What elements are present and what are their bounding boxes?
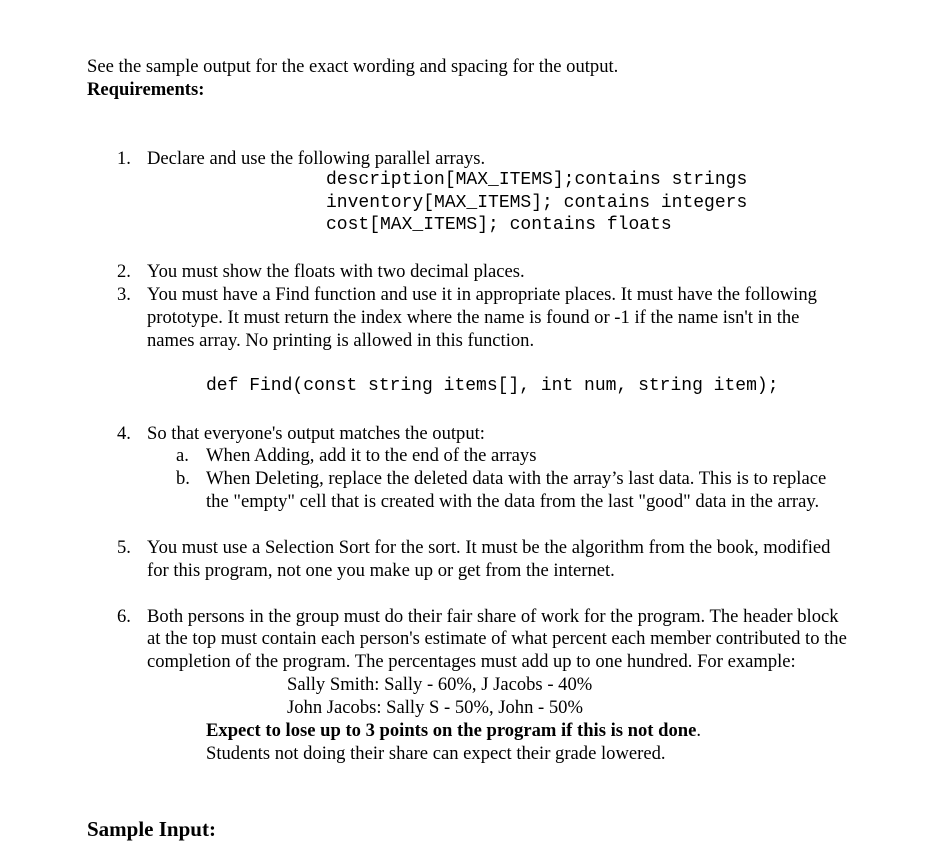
item-3-line-3: names array. No printing is allowed in this function.	[147, 330, 535, 351]
item-2-text: You must show the floats with two decimal places.	[147, 261, 525, 282]
item-6-line-1: Both persons in the group must do their fair share of work for the program. The header block	[147, 606, 839, 627]
intro-text: See the sample output for the exact wording and spacing for the output.	[87, 56, 619, 77]
item-4a-letter: a.	[176, 445, 189, 466]
code-find-prototype: def Find(const string items[], int num, string item);	[206, 376, 779, 396]
item-4-text: So that everyone's output matches the output:	[147, 423, 485, 444]
requirements-heading: Requirements:	[87, 79, 205, 100]
item-6-number: 6.	[117, 606, 131, 627]
penalty-warning-bold: Expect to lose up to 3 points on the program if this is not done	[206, 720, 697, 741]
code-inventory-array: inventory[MAX_ITEMS]; contains integers	[326, 193, 748, 213]
code-cost-array: cost[MAX_ITEMS]; contains floats	[326, 215, 672, 235]
item-4b-line-2: the "empty" cell that is created with the data from the last "good" data in the array.	[206, 491, 820, 512]
item-4b-line-1: When Deleting, replace the deleted data with the array’s last data. This is to replace	[206, 468, 827, 489]
example-sally-smith: Sally Smith: Sally - 60%, J Jacobs - 40%	[287, 674, 593, 695]
example-john-jacobs: John Jacobs: Sally S - 50%, John - 50%	[287, 697, 583, 718]
item-5-line-2: for this program, not one you make up or get from the internet.	[147, 560, 615, 581]
item-4-number: 4.	[117, 423, 131, 444]
code-description-array: description[MAX_ITEMS];contains strings	[326, 170, 748, 190]
item-1-text: Declare and use the following parallel arrays.	[147, 148, 486, 169]
item-5-number: 5.	[117, 537, 131, 558]
item-6-line-2: at the top must contain each person's estimate of what percent each member contributed to the	[147, 628, 847, 649]
item-4a-text: When Adding, add it to the end of the arrays	[206, 445, 537, 466]
item-5-line-1: You must use a Selection Sort for the sort. It must be the algorithm from the book, modified	[147, 537, 831, 558]
penalty-warning	[206, 720, 701, 742]
item-1-number: 1.	[117, 148, 131, 169]
item-3-number: 3.	[117, 284, 131, 305]
item-3-line-1: You must have a Find function and use it in appropriate places. It must have the following	[147, 284, 817, 305]
item-3-line-2: prototype. It must return the index where the name is found or -1 if the name isn't in the	[147, 307, 800, 328]
share-note: Students not doing their share can expect their grade lowered.	[206, 743, 666, 764]
item-4b-letter: b.	[176, 468, 190, 489]
item-2-number: 2.	[117, 261, 131, 282]
sample-input-heading: Sample Input:	[87, 817, 216, 841]
penalty-warning-period: .	[696, 720, 702, 741]
item-6-line-3: completion of the program. The percentages must add up to one hundred. For example:	[147, 651, 796, 672]
